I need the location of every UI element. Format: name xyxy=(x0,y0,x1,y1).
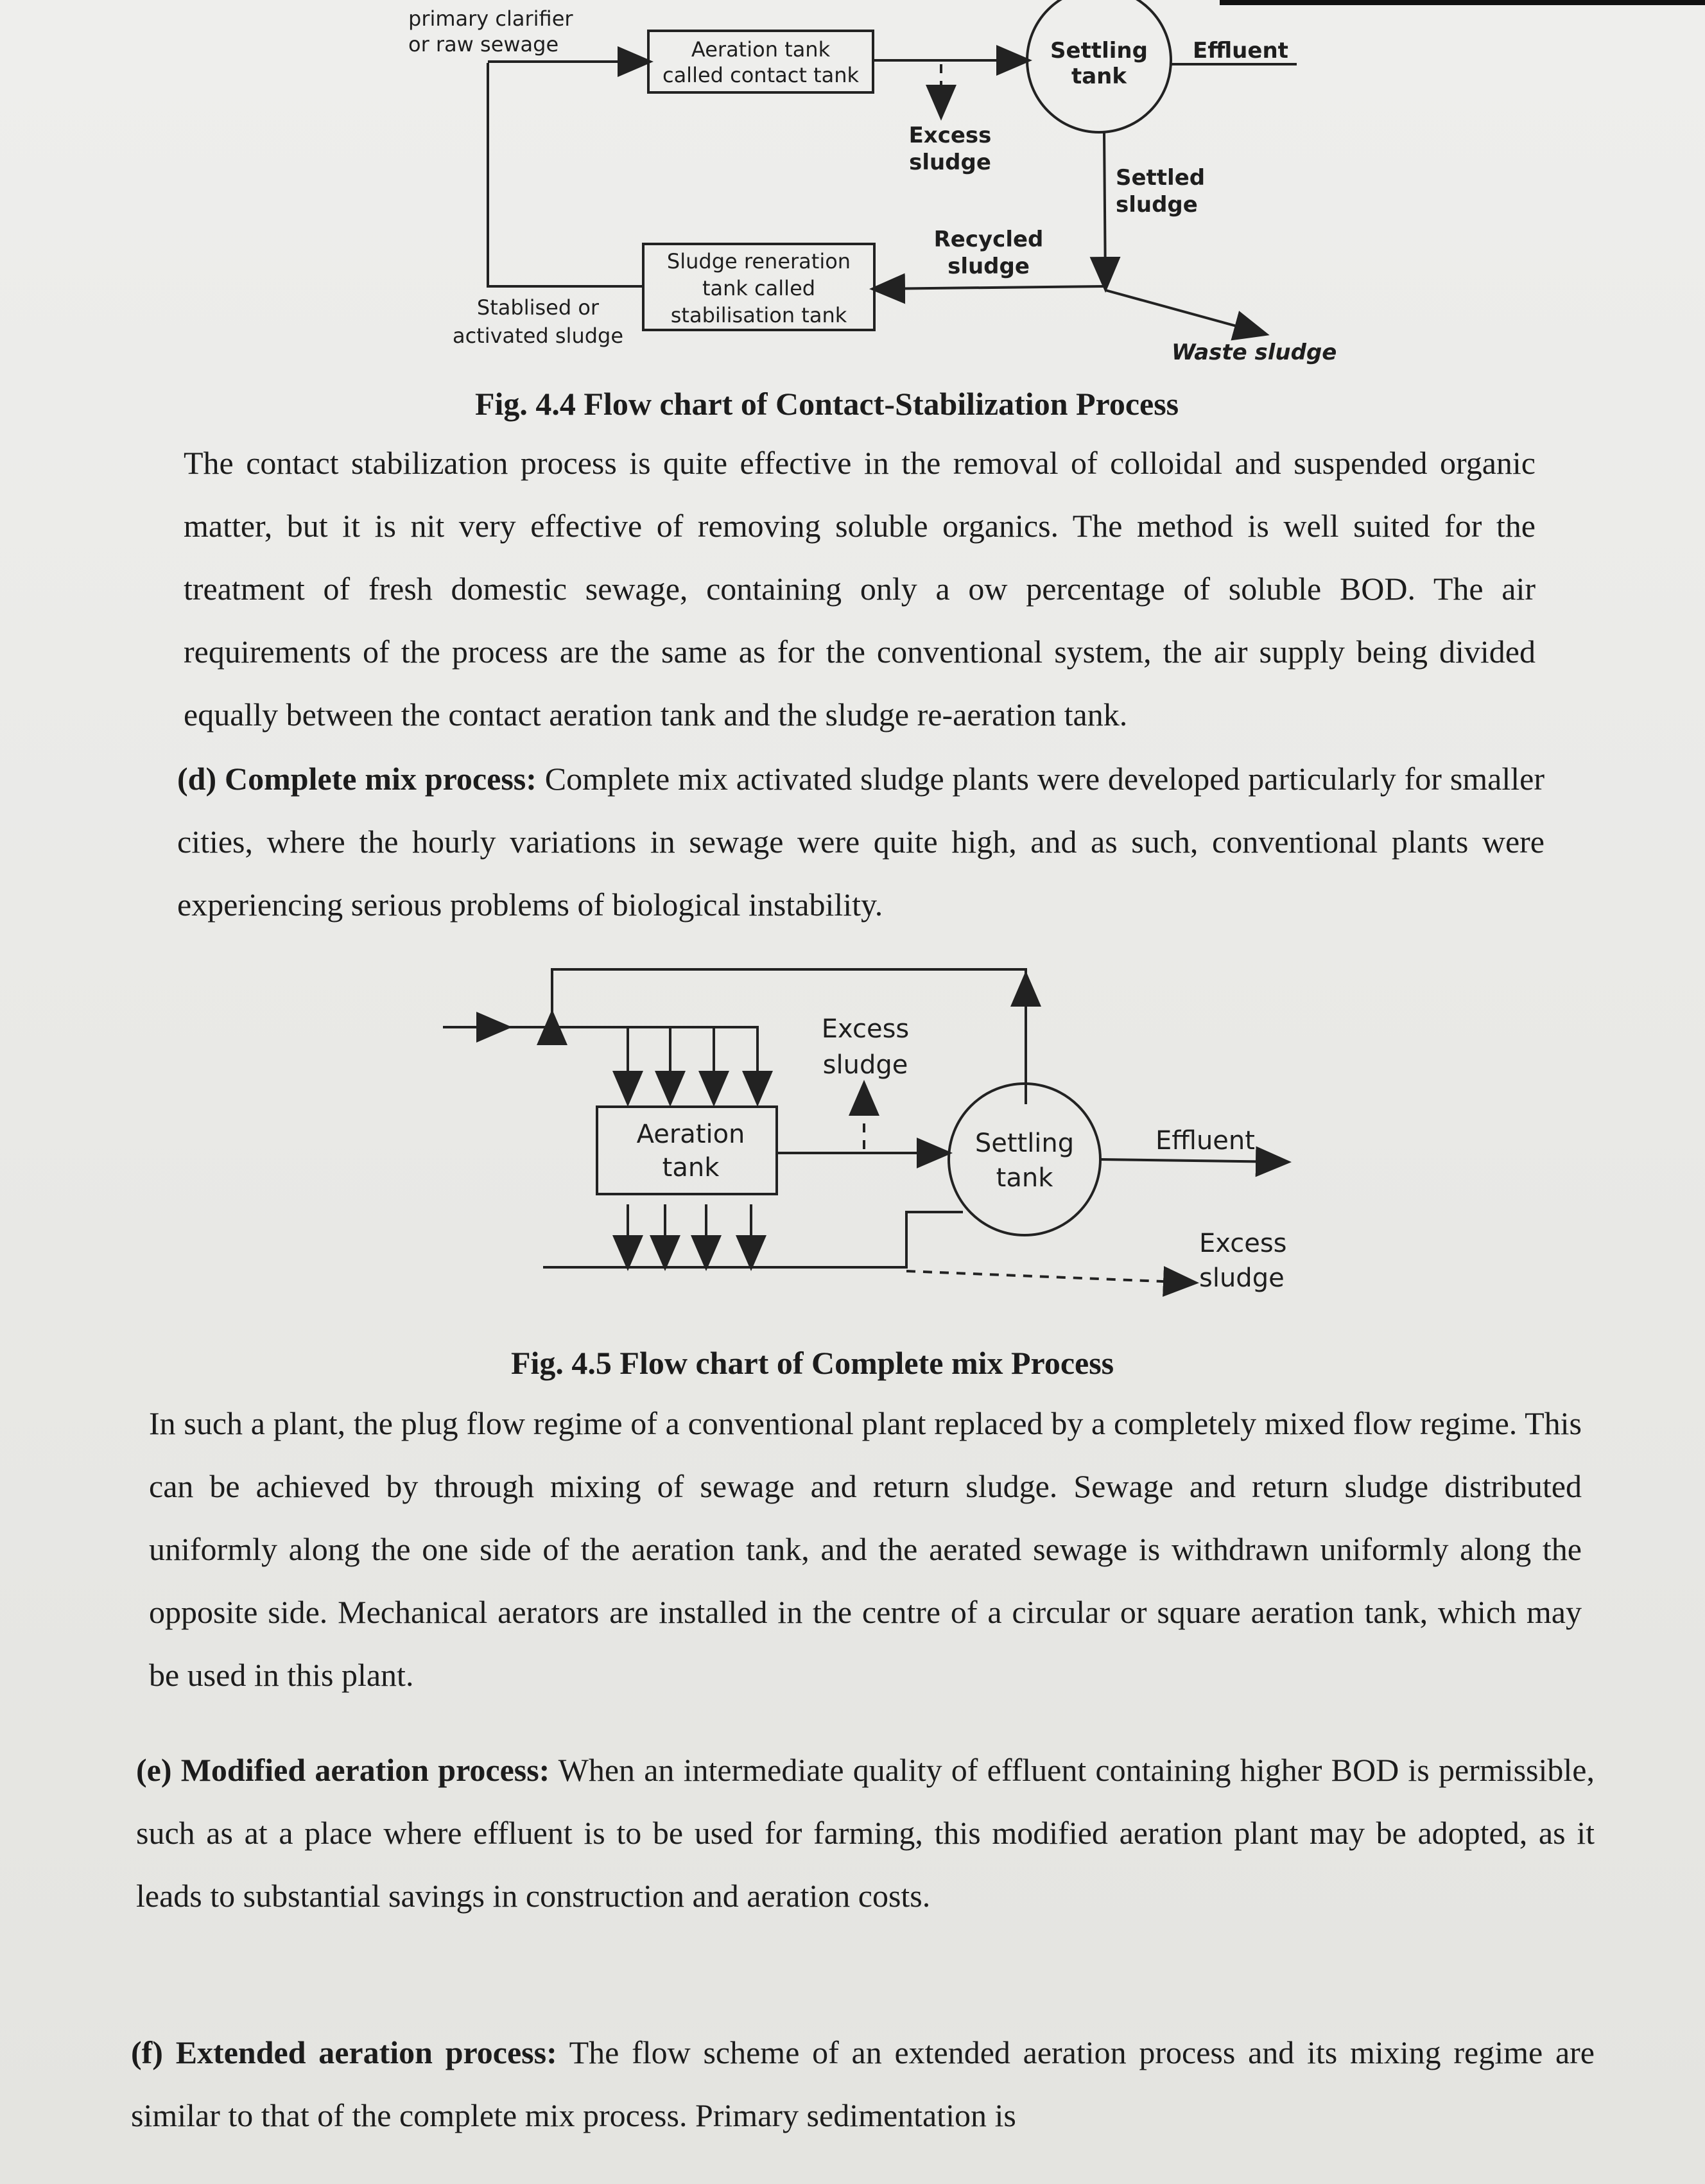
figure-4-4-caption: Fig. 4.4 Flow chart of Contact-Stabilization Process xyxy=(475,386,1179,422)
figure-4-5-diagram xyxy=(0,950,1705,1329)
excess-sludge-line1: Excess xyxy=(908,123,992,148)
input-label-line2: or raw sewage xyxy=(408,32,559,56)
section-f-text: The flow scheme of an extended aeration process and its mixing regime are similar to that of the complete mix process. Primary sedimentation is xyxy=(131,2034,1595,2133)
section-f-heading: (f) Extended aeration process: xyxy=(131,2034,557,2070)
waste-sludge-arrow xyxy=(1105,290,1265,334)
settling-tank-line1: Settling xyxy=(1050,38,1148,64)
stabilised-line2: activated sludge xyxy=(452,324,624,348)
reaeration-tank-line2: tank called xyxy=(702,276,816,300)
settling-tank-circle-45 xyxy=(949,1084,1100,1235)
waste-sludge-label: Waste sludge xyxy=(1172,340,1337,365)
excess-bottom-line1: Excess xyxy=(1199,1229,1287,1258)
figure-4-5-caption: Fig. 4.5 Flow chart of Complete mix Process xyxy=(511,1345,1114,1381)
section-e-text: When an intermediate quality of effluent containing higher BOD is permissible, such as at a place where effluent is to be used for farming, this modified aeration plant may be adopted, as it leads to substantial savings in construction and aeration costs. xyxy=(136,1752,1595,1914)
aeration-line2: tank xyxy=(662,1153,720,1183)
excess-top-line1: Excess xyxy=(821,1014,910,1044)
figure-4-4-diagram xyxy=(0,0,1705,385)
recycled-sludge-line2: sludge xyxy=(948,254,1030,279)
excess-bottom-line2: sludge xyxy=(1199,1263,1285,1293)
paragraph-contact-stabilization: The contact stabilization process is quite effective in the removal of colloidal and suspended organic matter, but it is nit very effective of removing soluble organics. The method is well suited for the treatment of fresh domestic sewage, containing only a ow percentage of soluble BOD. The air requirements of the process are the same as for the conventional system, the air supply being divided equally between the contact aeration tank and the sludge re-aeration tank. xyxy=(184,445,1536,732)
section-d-complete-mix xyxy=(177,747,1545,936)
settling-line1: Settling xyxy=(974,1129,1075,1158)
paragraph-complete-mix-plant: In such a plant, the plug flow regime of a conventional plant replaced by a completely mixed flow regime. This can be achieved by through mixing of sewage and return sludge. Sewage and return sludge distributed uniformly along the one side of the aeration tank, and the aerated sewage is withdrawn uniformly along the opposite side. Mechanical aerators are installed in the centre of a circular or square aeration tank, which may be used in this plant. xyxy=(149,1405,1582,1693)
settled-sludge-arrow xyxy=(1104,132,1105,288)
excess-sludge-line2: sludge xyxy=(909,150,991,175)
settled-sludge-line2: sludge xyxy=(1116,192,1198,218)
effluent-arrow-45 xyxy=(1100,1159,1286,1162)
recycled-sludge-line1: Recycled xyxy=(933,227,1044,252)
aeration-tank-line1: Aeration tank xyxy=(691,37,831,62)
stabilised-line1: Stablised or xyxy=(476,295,600,320)
excess-top-line2: sludge xyxy=(822,1050,908,1080)
input-label-line1: primary clarifier xyxy=(408,6,573,31)
aeration-tank-line2: called contact tank xyxy=(662,63,860,87)
section-d-text: Complete mix activated sludge plants were developed particularly for smaller cities, where the hourly variations in sewage were quite high, and as such, conventional plants were experiencing serious problems of biological instability. xyxy=(177,761,1545,923)
effluent-label-45: Effluent xyxy=(1155,1126,1255,1156)
settled-sludge-line1: Settled xyxy=(1116,165,1206,191)
section-f-extended-aeration xyxy=(131,2021,1595,2147)
top-return-loop xyxy=(552,969,1026,1027)
bottom-return-line xyxy=(543,1212,963,1267)
section-e-heading: (e) Modified aeration process: xyxy=(136,1752,550,1788)
aeration-line1: Aeration xyxy=(636,1120,745,1149)
reaeration-tank-line3: stabilisation tank xyxy=(670,303,847,327)
section-d-heading: (d) Complete mix process: xyxy=(177,761,537,797)
excess-bottom-dashed-arrow xyxy=(906,1271,1194,1283)
reaeration-tank-line1: Sludge reneration xyxy=(666,249,851,273)
recycled-sludge-arrow xyxy=(874,286,1104,289)
settling-line2: tank xyxy=(996,1163,1053,1193)
section-e-modified-aeration xyxy=(136,1738,1595,1927)
settling-tank-line2: tank xyxy=(1071,64,1127,89)
stabilised-return-line xyxy=(488,63,643,286)
effluent-label: Effluent xyxy=(1193,38,1288,64)
